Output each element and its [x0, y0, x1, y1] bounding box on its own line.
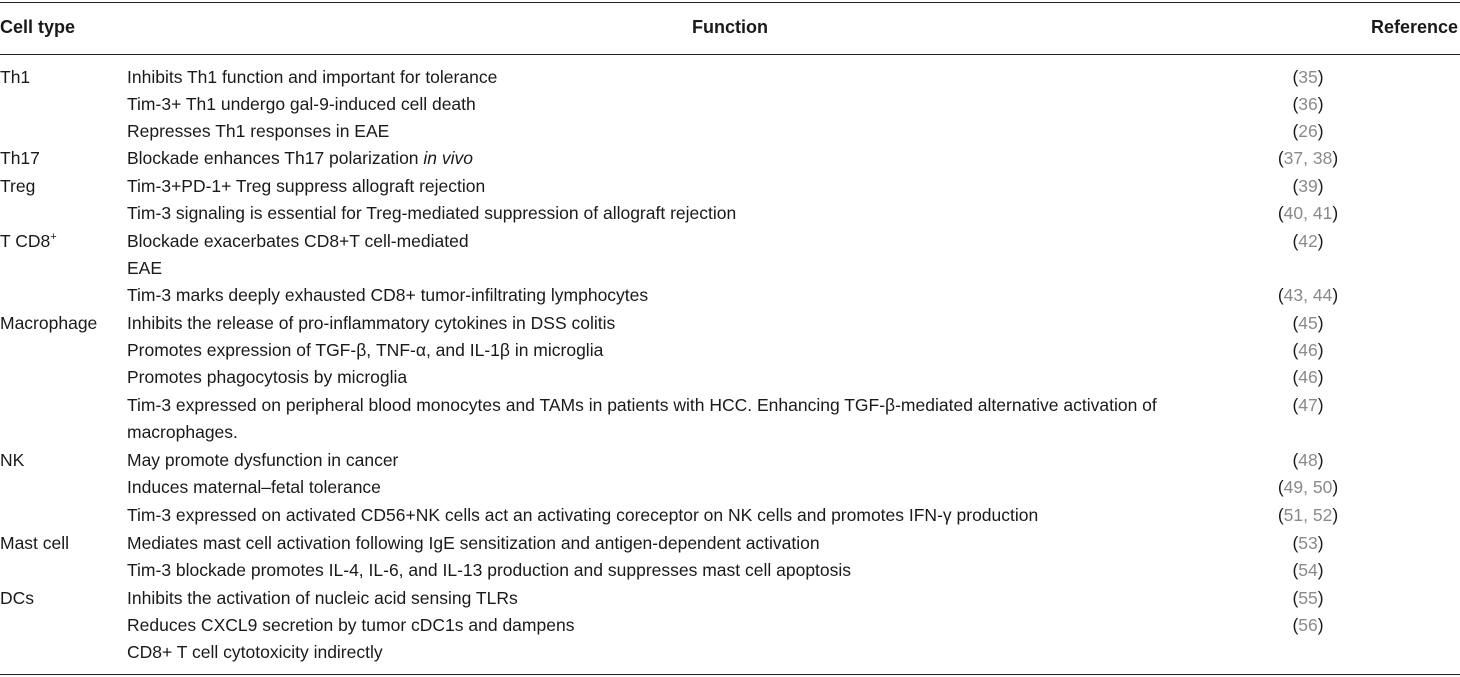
cell-type: Th17 — [0, 148, 40, 168]
function-text: May promote dysfunction in cancer — [127, 450, 399, 470]
cell-type: Mast cell — [0, 533, 70, 553]
reference-link[interactable]: (51, 52) — [1277, 505, 1339, 525]
function-text-continuation: macrophages. — [127, 422, 238, 442]
reference-link[interactable]: (35) — [1292, 67, 1324, 87]
function-text: Tim-3 signaling is essential for Treg-mediated suppression of allograft rejection — [127, 203, 737, 223]
table-top-rule — [0, 2, 1460, 3]
reference-link[interactable]: (56) — [1292, 615, 1324, 635]
function-text: Blockade enhances Th17 polarization in vivo — [127, 148, 474, 168]
reference-link[interactable]: (49, 50) — [1277, 477, 1339, 497]
reference-link[interactable]: (39) — [1292, 176, 1324, 196]
function-text: Mediates mast cell activation following IgE sensitization and antigen-dependent activation — [127, 533, 820, 553]
function-text: Inhibits the activation of nucleic acid sensing TLRs — [127, 588, 518, 608]
function-text: Tim-3+PD-1+ Treg suppress allograft rejection — [127, 176, 486, 196]
reference-link[interactable]: (46) — [1292, 367, 1324, 387]
reference-link[interactable]: (55) — [1292, 588, 1324, 608]
cell-type: Th1 — [0, 67, 31, 87]
cell-type: DCs — [0, 588, 35, 608]
cell-type: Macrophage — [0, 313, 98, 333]
reference-link[interactable]: (26) — [1292, 121, 1324, 141]
reference-link[interactable]: (47) — [1292, 395, 1324, 415]
function-text-continuation: EAE — [127, 258, 163, 278]
cell-type: T CD8+ — [0, 231, 57, 251]
function-text: Promotes phagocytosis by microglia — [127, 367, 408, 387]
reference-link[interactable]: (42) — [1292, 231, 1324, 251]
reference-link[interactable]: (40, 41) — [1277, 203, 1339, 223]
header-reference: Reference — [1370, 17, 1458, 37]
reference-link[interactable]: (53) — [1292, 533, 1324, 553]
function-text: Reduces CXCL9 secretion by tumor cDC1s and dampens — [127, 615, 575, 635]
function-text: Inhibits Th1 function and important for tolerance — [127, 67, 498, 87]
reference-link[interactable]: (48) — [1292, 450, 1324, 470]
reference-link[interactable]: (36) — [1292, 94, 1324, 114]
header-function: Function — [692, 17, 768, 37]
function-text: Blockade exacerbates CD8+T cell-mediated — [127, 231, 469, 251]
header-cell-type: Cell type — [0, 17, 76, 37]
function-text: Represses Th1 responses in EAE — [127, 121, 390, 141]
function-text: Tim-3 blockade promotes IL-4, IL-6, and IL-13 production and suppresses mast cell apoptosis — [127, 560, 852, 580]
function-text: Tim-3 expressed on peripheral blood monocytes and TAMs in patients with HCC. Enhancing TGF-β-mediated alternative activation of — [127, 395, 1157, 415]
function-text-continuation: CD8+ T cell cytotoxicity indirectly — [127, 642, 383, 662]
reference-link[interactable]: (45) — [1292, 313, 1324, 333]
reference-link[interactable]: (43, 44) — [1277, 285, 1339, 305]
reference-link[interactable]: (46) — [1292, 340, 1324, 360]
function-text: Inhibits the release of pro-inflammatory cytokines in DSS colitis — [127, 313, 616, 333]
reference-link[interactable]: (37, 38) — [1277, 148, 1339, 168]
cell-type: NK — [0, 450, 25, 470]
function-text: Tim-3+ Th1 undergo gal-9-induced cell death — [127, 94, 476, 114]
table-header-rule — [0, 54, 1460, 55]
function-text: Induces maternal–fetal tolerance — [127, 477, 381, 497]
function-text: Tim-3 marks deeply exhausted CD8+ tumor-infiltrating lymphocytes — [127, 285, 649, 305]
table-bottom-rule — [0, 674, 1460, 675]
function-text: Promotes expression of TGF-β, TNF-α, and IL-1β in microglia — [127, 340, 604, 360]
reference-link[interactable]: (54) — [1292, 560, 1324, 580]
function-text: Tim-3 expressed on activated CD56+NK cells act an activating coreceptor on NK cells and promotes IFN-γ production — [127, 505, 1039, 525]
cell-type: Treg — [0, 176, 36, 196]
